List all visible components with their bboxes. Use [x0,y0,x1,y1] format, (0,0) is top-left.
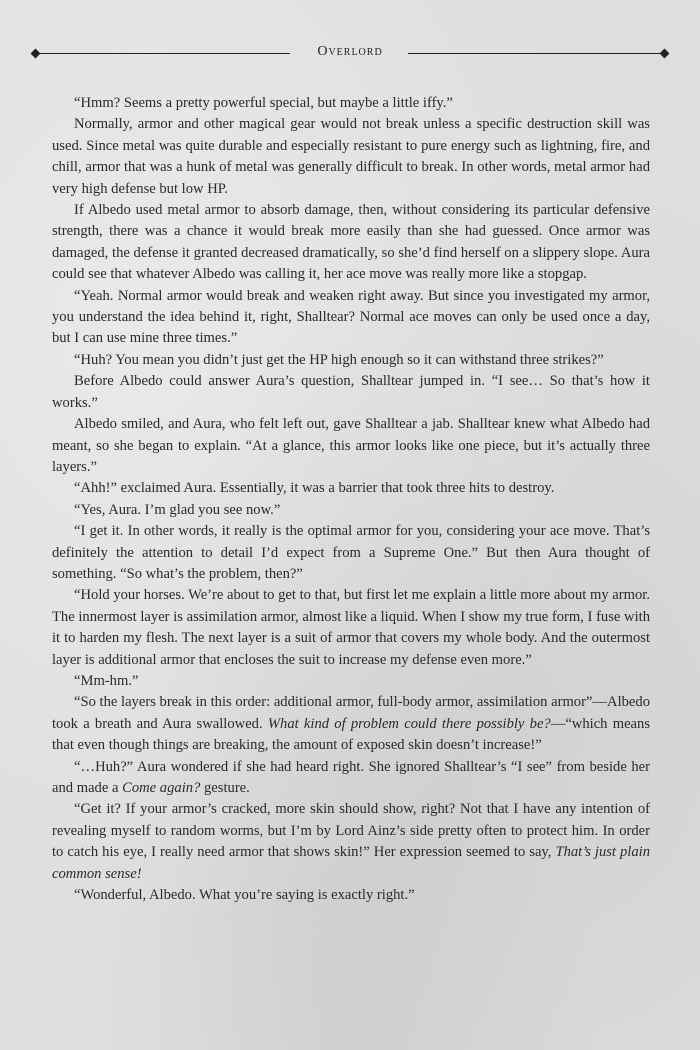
paragraph: “I get it. In other words, it really is the optimal armor for you, considering your ace move. That’s definitely the attention to detail I’d expect from a Supreme One.” But then Aura thought of something. “So what’s the problem, then?” [52,523,650,582]
paragraph: Albedo smiled, and Aura, who felt left out, gave Shalltear a jab. Shalltear knew what Albedo had meant, so she began to explain. “At a glance, this armor looks like one piece, but it’s actually three layers.” [52,416,650,475]
paragraph: “…Huh?” Aura wondered if she had heard right. She ignored Shalltear’s “I see” from beside her and made a Come again? gesture. [52,758,650,796]
page-header [32,44,668,64]
body-text [52,93,650,906]
paragraph: “Yeah. Normal armor would break and weaken right away. But since you investigated my armor, you understand the idea behind it, right, Shalltear? Normal ace moves can only be used once a day, but I can use mine three times.” [52,287,650,347]
paragraph: “Mm-hm.” [74,672,139,689]
italic-thought: What kind of problem could there possibly be? [267,715,551,732]
paragraph: If Albedo used metal armor to absorb damage, then, without considering its particular defensive strength, there was a chance it would break more easily than she had guessed. Once armor was damaged, the defense it granted decreased dramatically, so she’d find herself on a slippery slope. Aura could see that whatever Albedo was calling it, her ace move was really more like a stopgap. [52,202,650,283]
paragraph: Before Albedo could answer Aura’s question, Shalltear jumped in. “I see… So that’s how it works.” [52,373,650,411]
paragraph: “Yes, Aura. I’m glad you see now.” [74,501,281,518]
paragraph: “Huh? You mean you didn’t just get the HP high enough so it can withstand three strikes?” [74,351,604,368]
paragraph: “Wonderful, Albedo. What you’re saying is exactly right.” [74,887,415,904]
italic-gesture: Come again? [122,780,201,796]
paragraph: “Get it? If your armor’s cracked, more skin should show, right? Not that I have any intention of revealing myself to random worms, but I’m by Lord Ainz’s side pretty often to protect him. In order to catch his eye, I really need armor that shows skin!” Her expression seemed to say, That’s just plain common sense! [52,801,650,882]
paragraph: Normally, armor and other magical gear would not break unless a specific destruction skill was used. Since metal was quite durable and especially resistant to pure energy such as lightning, fire, and chill, armor that was a hunk of metal was generally difficult to break. In other words, metal armor had very high defense but low HP. [52,116,650,197]
paragraph: “Hold your horses. We’re about to get to that, but first let me explain a little more about my armor. The innermost layer is assimilation armor, almost like a liquid. When I show my true form, I fuse with it to harden my flesh. The next layer is a suit of armor that covers my whole body. And the outermost layer is additional armor that encloses the suit to increase my defense even more.” [52,587,650,668]
running-head: Overlord [317,44,383,59]
paragraph: “Ahh!” exclaimed Aura. Essentially, it was a barrier that took three hits to destroy. [74,480,555,497]
paragraph: “Hmm? Seems a pretty powerful special, but maybe a little iffy.” [74,95,453,111]
paragraph: “So the layers break in this order: additional armor, full-body armor, assimilation armor”—Albedo took a breath and Aura swallowed. What kind of problem could there possibly be?—“which means that even though things are breaking, the amount of exposed skin doesn’t increase!” [52,694,650,754]
header-rule-right [408,53,660,54]
italic-expression: That’s just plain common sense! [52,844,650,882]
